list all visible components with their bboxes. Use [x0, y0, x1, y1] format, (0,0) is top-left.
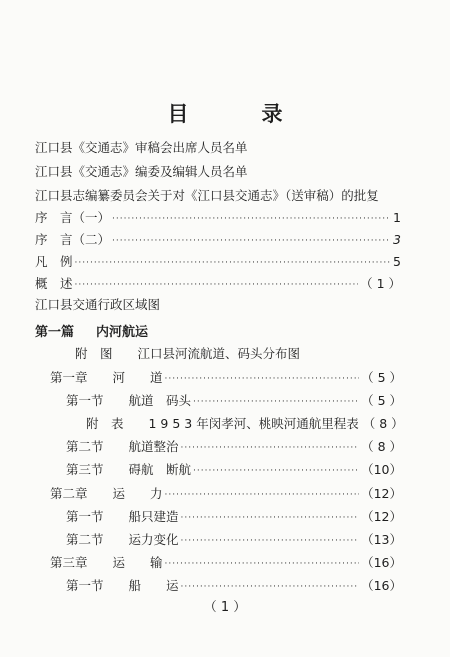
- leader-dots: [112, 234, 391, 248]
- toc-entry-page: （13）: [361, 532, 402, 547]
- part-title: 内河航运: [96, 325, 149, 340]
- toc-entry-section-3-1: [66, 578, 402, 594]
- toc-entry-label: 第一节 船 运: [66, 578, 179, 593]
- leader-dots: [165, 557, 360, 571]
- toc-entry-chapter-3: [50, 555, 402, 571]
- toc-entry-page: （12）: [361, 509, 402, 524]
- toc-entry-page: （ 5 ）: [361, 393, 402, 408]
- appendix-map-line: 附 图 江口县河流航道、码头分布图: [75, 346, 301, 361]
- toc-entry-label: 第二节 运力变化: [66, 532, 179, 547]
- toc-entry-label: 第一节 船只建造: [66, 509, 179, 524]
- page-title: 目 录: [167, 102, 309, 126]
- toc-entry-preface-2: [35, 232, 401, 248]
- toc-entry-page: （ 5 ）: [361, 370, 402, 385]
- toc-entry-label: 概 述: [35, 276, 73, 291]
- leader-dots: [181, 534, 360, 548]
- toc-entry-label: 序 言（二）: [35, 232, 111, 247]
- toc-entry-label: 第三章 运 输: [50, 555, 163, 570]
- toc-entry-page: 5: [393, 254, 401, 269]
- toc-entry-preface-1: [35, 210, 401, 226]
- toc-entry-page: 3: [393, 232, 401, 247]
- leader-dots: [181, 580, 360, 594]
- toc-entry-chapter-2: [50, 486, 402, 502]
- leader-dots: [165, 372, 360, 386]
- toc-entry-label: 第一节 航道 码头: [66, 393, 192, 408]
- toc-entry-appendix-table: [86, 416, 402, 432]
- toc-entry-label: 第二章 运 力: [50, 486, 163, 501]
- toc-entry-label: 第一章 河 道: [50, 370, 163, 385]
- toc-entry-label: 附 表 1 9 5 3 年闵孝河、桃映河通航里程表: [86, 416, 359, 431]
- toc-entry-label: 序 言（一）: [35, 210, 111, 225]
- toc-entry-label: 凡 例: [35, 254, 73, 269]
- toc-entry-page: （10）: [361, 462, 402, 477]
- front-line-3: 江口县志编纂委员会关于对《江口县交通志》（送审稿）的批复: [35, 188, 379, 203]
- leader-dots: [181, 511, 360, 525]
- toc-entry-label: 第三节 碍航 断航: [66, 462, 192, 477]
- toc-entry-section-1-1: [66, 393, 402, 409]
- part-heading: [35, 321, 148, 340]
- toc-entry-overview: [35, 276, 401, 292]
- toc-entry-page: （ 1 ）: [360, 276, 401, 291]
- toc-entry-page: （16）: [361, 578, 402, 593]
- leader-dots: [193, 395, 359, 409]
- front-line-2: 江口县《交通志》编委及编辑人员名单: [35, 164, 248, 179]
- leader-dots: [165, 488, 360, 502]
- leader-dots: [193, 464, 359, 478]
- toc-entry-section-2-1: [66, 509, 402, 525]
- toc-entry-section-2-2: [66, 532, 402, 548]
- toc-entry-section-1-3: [66, 462, 402, 478]
- toc-entry-chapter-1: [50, 370, 402, 386]
- part-number: 第一篇: [35, 325, 75, 340]
- toc-entry-page: （12）: [361, 486, 402, 501]
- leader-dots: [75, 256, 392, 270]
- toc-entry-section-1-2: [66, 439, 402, 455]
- page-number: （ 1 ）: [203, 600, 247, 615]
- toc-entry-conventions: [35, 254, 401, 270]
- toc-entry-label: 第二节 航道整治: [66, 439, 179, 454]
- leader-dots: [112, 212, 391, 226]
- leader-dots: [181, 441, 360, 455]
- toc-entry-page: （16）: [361, 555, 402, 570]
- toc-entry-page: （ 8 ）: [361, 439, 402, 454]
- toc-entry-page: （ 8 ）: [362, 416, 404, 431]
- map-line: 江口县交通行政区域图: [35, 297, 161, 312]
- leader-dots: [75, 278, 359, 292]
- front-line-1: 江口县《交通志》审稿会出席人员名单: [35, 140, 248, 155]
- toc-entry-page: 1: [393, 210, 401, 225]
